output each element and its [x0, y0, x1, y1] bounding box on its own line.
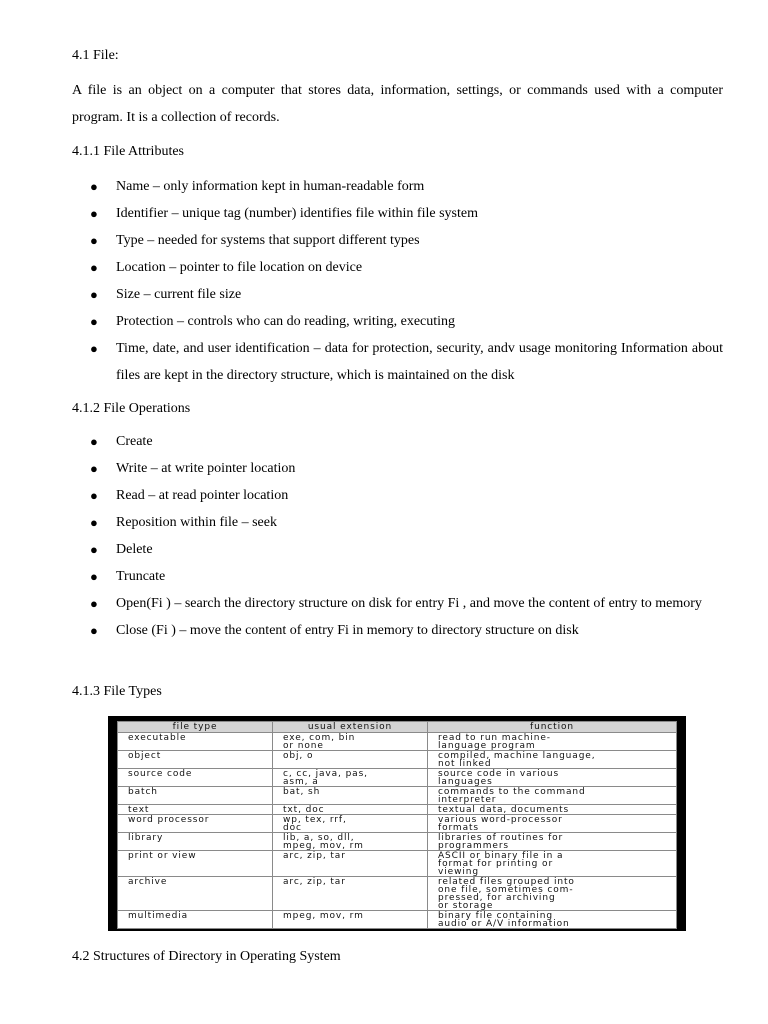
- bullet-icon: ●: [90, 596, 98, 611]
- cell-function: binary file containing audio or A/V information: [428, 911, 677, 929]
- bullet-icon: ●: [90, 434, 98, 449]
- cell-usual-extension: mpeg, mov, rm: [273, 911, 428, 929]
- cell-file-type: object: [118, 751, 273, 769]
- cell-file-type: source code: [118, 769, 273, 787]
- file-attributes-list: [72, 173, 723, 389]
- list-item: ● Close (Fi ) – move the content of entry Fi in memory to directory structure on disk: [72, 617, 723, 644]
- cell-file-type: multimedia: [118, 911, 273, 929]
- column-header-usual-extension: usual extension: [273, 722, 428, 733]
- cell-usual-extension: c, cc, java, pas, asm, a: [273, 769, 428, 787]
- table-row: [118, 833, 677, 851]
- list-item: ● Write – at write pointer location: [72, 455, 723, 482]
- cell-usual-extension: bat, sh: [273, 787, 428, 805]
- file-types-figure: [108, 716, 686, 931]
- table-row: [118, 733, 677, 751]
- list-item: ● Location – pointer to file location on device: [72, 254, 723, 281]
- cell-function: libraries of routines for programmers: [428, 833, 677, 851]
- file-operations-list: [72, 428, 723, 644]
- cell-file-type: library: [118, 833, 273, 851]
- table-row: [118, 787, 677, 805]
- bullet-icon: ●: [90, 569, 98, 584]
- cell-file-type: archive: [118, 877, 273, 911]
- cell-function: related files grouped into one file, sometimes com- pressed, for archiving or storage: [428, 877, 677, 911]
- list-item: ● Identifier – unique tag (number) identifies file within file system: [72, 200, 723, 227]
- cell-usual-extension: arc, zip, tar: [273, 851, 428, 877]
- cell-usual-extension: wp, tex, rrf, doc: [273, 815, 428, 833]
- list-item: ● Create: [72, 428, 723, 455]
- table-row: [118, 805, 677, 815]
- bullet-icon: ●: [90, 542, 98, 557]
- cell-function: compiled, machine language, not linked: [428, 751, 677, 769]
- cell-function: textual data, documents: [428, 805, 677, 815]
- cell-function: source code in various languages: [428, 769, 677, 787]
- cell-file-type: batch: [118, 787, 273, 805]
- list-item: ● Size – current file size: [72, 281, 723, 308]
- cell-function: ASCII or binary file in a format for printing or viewing: [428, 851, 677, 877]
- list-item: ● Read – at read pointer location: [72, 482, 723, 509]
- table-row: [118, 911, 677, 929]
- cell-function: read to run machine- language program: [428, 733, 677, 751]
- bullet-icon: ●: [90, 515, 98, 530]
- bullet-icon: ●: [90, 341, 98, 356]
- file-types-table: [117, 721, 677, 929]
- cell-usual-extension: exe, com, bin or none: [273, 733, 428, 751]
- cell-file-type: word processor: [118, 815, 273, 833]
- list-item: ● Truncate: [72, 563, 723, 590]
- list-item: ● Protection – controls who can do reading, writing, executing: [72, 308, 723, 335]
- section-4-1-2-heading: 4.1.2 File Operations: [72, 401, 191, 416]
- list-item: ● Time, date, and user identification – data for protection, security, andv usage monitoring Information about files are kept in the directory structure, which is maintained on the disk: [72, 335, 723, 389]
- list-item: ● Reposition within file – seek: [72, 509, 723, 536]
- section-4-2-heading: 4.2 Structures of Directory in Operating System: [72, 949, 341, 964]
- bullet-icon: ●: [90, 314, 98, 329]
- section-4-1-1-heading: 4.1.1 File Attributes: [72, 144, 184, 159]
- cell-function: various word-processor formats: [428, 815, 677, 833]
- list-item: ● Name – only information kept in human-readable form: [72, 173, 723, 200]
- cell-file-type: executable: [118, 733, 273, 751]
- list-item: ● Type – needed for systems that support different types: [72, 227, 723, 254]
- cell-usual-extension: arc, zip, tar: [273, 877, 428, 911]
- bullet-icon: ●: [90, 233, 98, 248]
- table-row: [118, 851, 677, 877]
- list-item: ● Open(Fi ) – search the directory structure on disk for entry Fi , and move the content of entry to memory: [72, 590, 723, 617]
- list-item: ● Delete: [72, 536, 723, 563]
- column-header-file-type: file type: [118, 722, 273, 733]
- bullet-icon: ●: [90, 287, 98, 302]
- bullet-icon: ●: [90, 179, 98, 194]
- bullet-icon: ●: [90, 206, 98, 221]
- cell-function: commands to the command interpreter: [428, 787, 677, 805]
- table-row: [118, 877, 677, 911]
- table-row: [118, 751, 677, 769]
- cell-usual-extension: lib, a, so, dll, mpeg, mov, rm: [273, 833, 428, 851]
- bullet-icon: ●: [90, 260, 98, 275]
- bullet-icon: ●: [90, 623, 98, 638]
- section-4-1-heading: 4.1 File:: [72, 48, 119, 63]
- file-definition-paragraph: A file is an object on a computer that stores data, information, settings, or commands used with a computer program. It is a collection of records.: [72, 83, 723, 125]
- cell-file-type: print or view: [118, 851, 273, 877]
- cell-usual-extension: txt, doc: [273, 805, 428, 815]
- file-types-table-body: [118, 733, 677, 929]
- table-row: [118, 815, 677, 833]
- cell-file-type: text: [118, 805, 273, 815]
- cell-usual-extension: obj, o: [273, 751, 428, 769]
- column-header-function: function: [428, 722, 677, 733]
- section-4-1-3-heading: 4.1.3 File Types: [72, 684, 162, 699]
- table-row: [118, 769, 677, 787]
- bullet-icon: ●: [90, 488, 98, 503]
- bullet-icon: ●: [90, 461, 98, 476]
- table-header-row: [118, 722, 677, 733]
